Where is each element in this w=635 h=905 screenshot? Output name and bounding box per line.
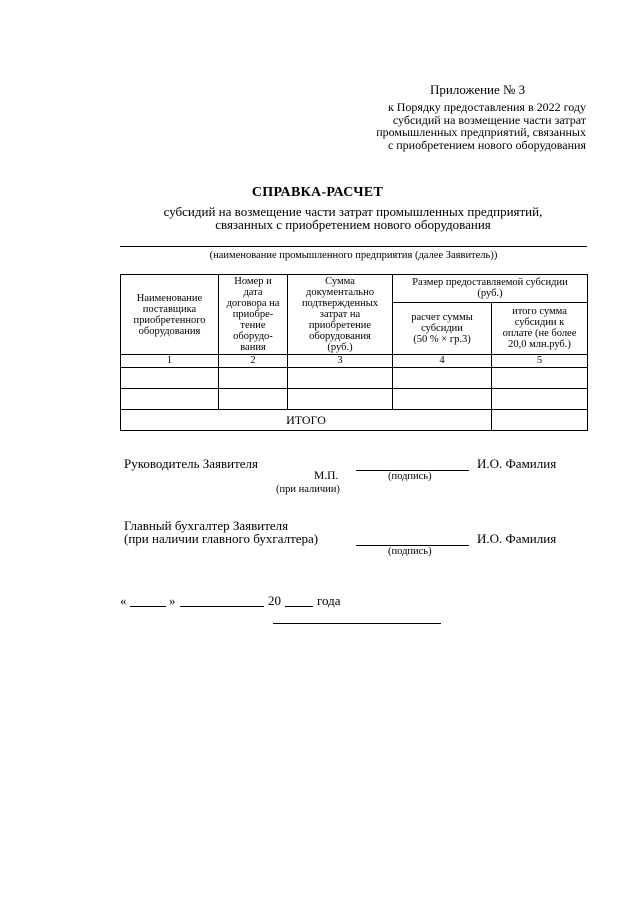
header-subsidy-group: Размер предоставляемой субсидии (руб.) [393,275,588,303]
table-cell[interactable] [121,389,219,410]
date-close-quote: » [169,593,176,608]
header-total-subsidy: итого сумма субсидии к оплате (не более 20,0 млн.руб.) [492,302,588,354]
appendix-ref-line: с приобретением нового оборудования [387,137,586,152]
column-number: 4 [393,355,492,368]
accountant-label [124,519,318,545]
column-number: 3 [288,355,393,368]
accountant-label-line: Главный бухгалтер Заявителя [124,518,289,533]
total-row [121,410,588,431]
table-row[interactable] [121,389,588,410]
date-month-line[interactable] [180,606,264,607]
applicant-name-line[interactable] [120,246,587,247]
table-cell[interactable] [219,368,288,389]
column-number-row [121,355,588,368]
table-cell[interactable] [219,389,288,410]
table-cell[interactable] [288,389,393,410]
column-number: 5 [492,355,588,368]
calculation-table [120,274,588,431]
table-header-row [121,275,588,303]
head-label: Руководитель Заявителя [124,456,259,471]
accountant-signature-caption: (подпись) [388,546,432,557]
applicant-caption: (наименование промышленного предприятия (далее Заявитель)) [209,250,498,261]
total-label: ИТОГО [121,410,492,431]
subtitle-line: связанных с приобретением нового оборудования [215,217,491,232]
table-cell[interactable] [492,389,588,410]
date-day-line[interactable] [130,606,166,607]
stamp-label: М.П. [314,470,339,482]
document-subtitle [120,205,586,231]
table-cell[interactable] [492,368,588,389]
table-cell[interactable] [121,368,219,389]
document-title: СПРАВКА-РАСЧЕТ [251,185,384,200]
header-calculation: расчет суммы субсидии (50 % × гр.3) [393,302,492,354]
table-cell[interactable] [393,368,492,389]
head-name: И.О. Фамилия [477,456,557,471]
appendix-ref-line: промышленных предприятий, связанных [376,125,586,139]
header-costs: Сумма документально подтвержденных затрат на приобретение оборудования (руб.) [288,275,393,355]
appendix-ref-line: субсидий на возмещение части затрат [392,112,586,127]
accountant-name: И.О. Фамилия [477,531,557,546]
subtitle-line: субсидий на возмещение части затрат промышленных предприятий, [163,204,543,219]
table-cell[interactable] [288,368,393,389]
head-signature-caption: (подпись) [388,471,432,482]
header-supplier: Наименование поставщика приобретенного оборудования [121,275,219,355]
stamp-note: (при наличии) [276,484,340,495]
date-bottom-line[interactable] [273,623,441,624]
date-year-line[interactable] [285,606,313,607]
appendix-reference [340,101,586,151]
header-contract: Номер и дата договора на приобре- тение оборудо- вания [219,275,288,355]
date-year-suffix: года [317,593,341,608]
appendix-title: Приложение № 3 [430,82,526,97]
accountant-label-line: (при наличии главного бухгалтера) [124,531,319,546]
column-number: 2 [219,355,288,368]
date-open-quote: « [120,593,127,608]
total-value-cell[interactable] [492,410,588,431]
date-year-prefix: 20 [268,593,281,608]
table-row[interactable] [121,368,588,389]
column-number: 1 [121,355,219,368]
appendix-ref-line: к Порядку предоставления в 2022 году [387,100,586,114]
table-cell[interactable] [393,389,492,410]
